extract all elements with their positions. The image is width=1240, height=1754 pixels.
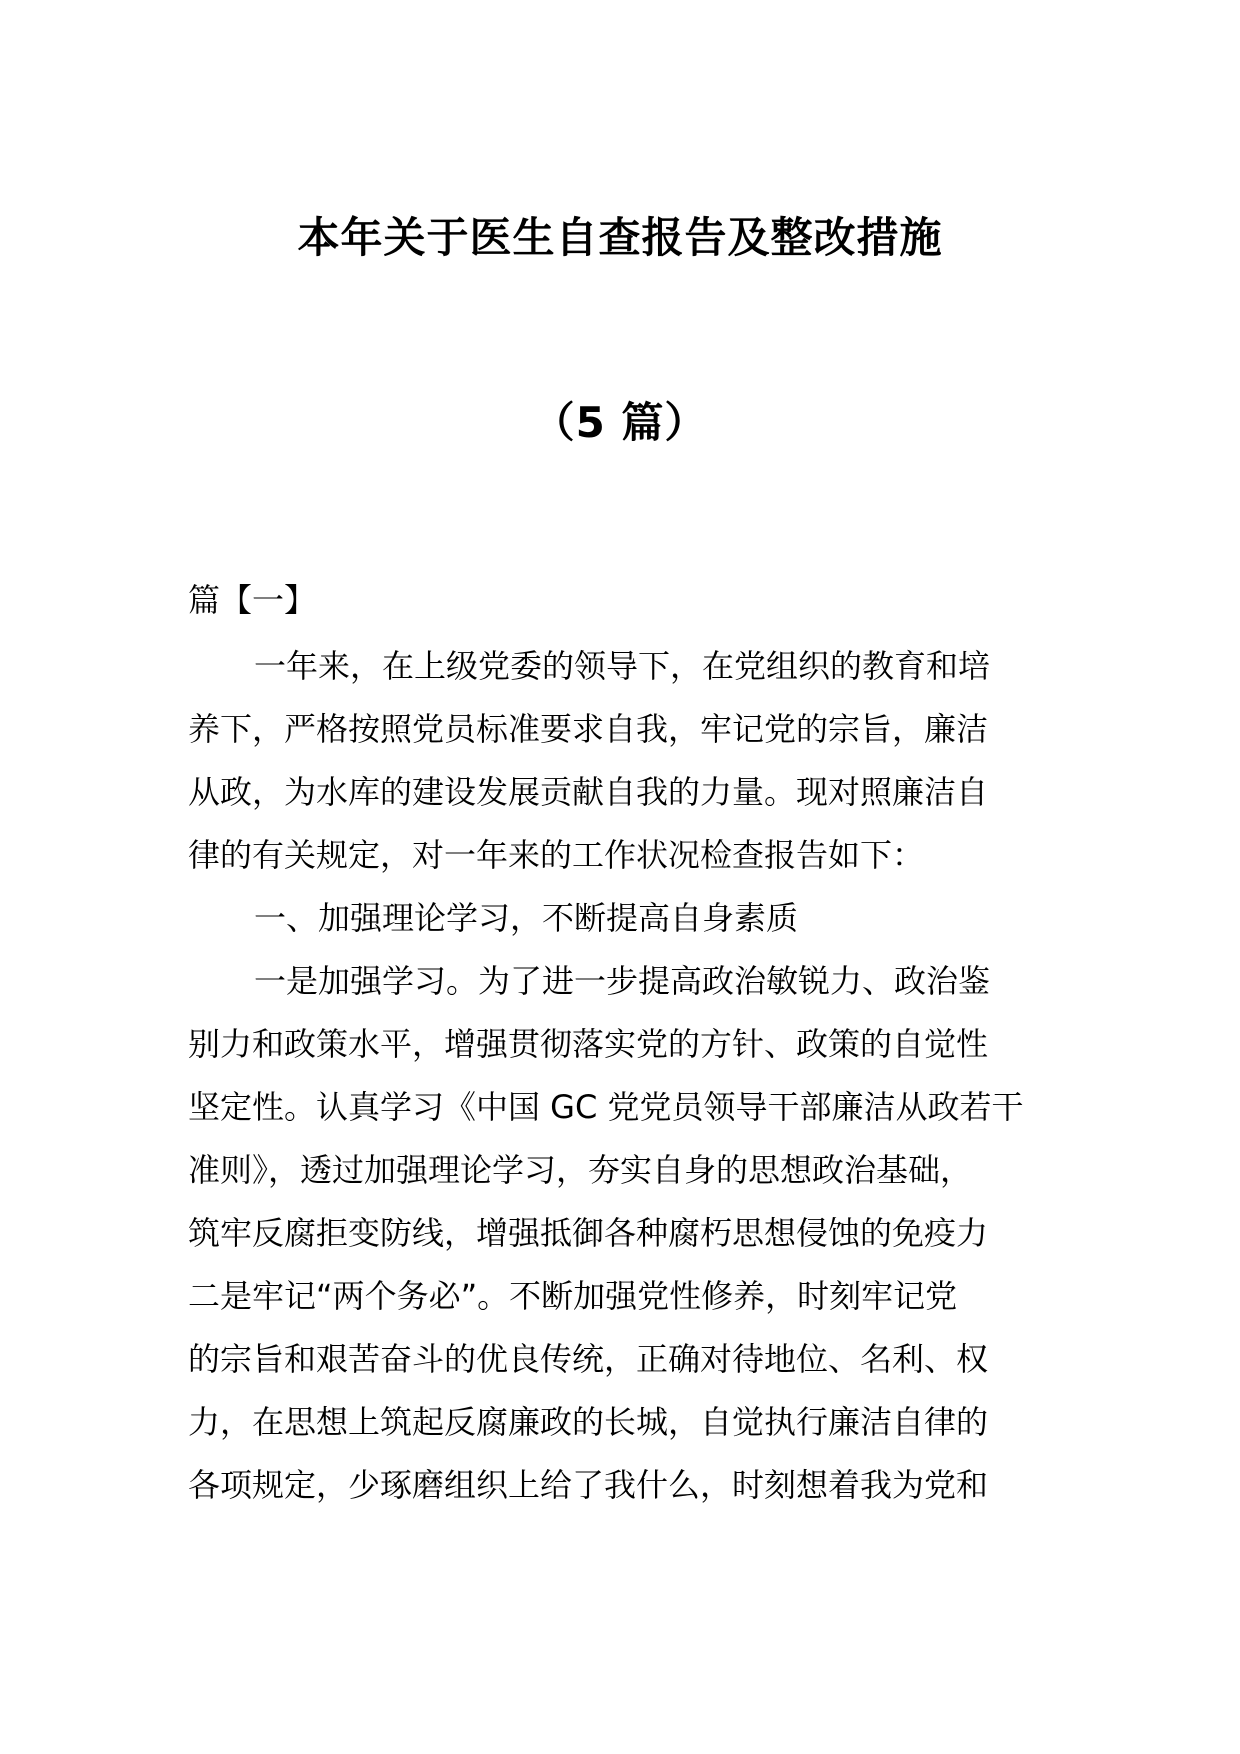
paragraph-line: 一、加强理论学习，不断提高自身素质	[254, 899, 799, 937]
paragraph-line: 养下，严格按照党员标准要求自我，牢记党的宗旨，廉洁	[188, 710, 989, 748]
paragraph-line: 别力和政策水平，增强贯彻落实党的方针、政策的自觉性	[188, 1025, 989, 1063]
section-heading: 篇【一】	[188, 581, 317, 619]
paragraph-line: 准则》，透过加强理论学习，夯实自身的思想政治基础，	[188, 1151, 973, 1189]
paragraph-line: 的宗旨和艰苦奋斗的优良传统，正确对待地位、名利、权	[188, 1340, 989, 1378]
paragraph-line: 二是牢记“两个务必”。不断加强党性修养，时刻牢记党	[188, 1277, 958, 1315]
paragraph-line: 一年来，在上级党委的领导下，在党组织的教育和培	[254, 647, 991, 685]
paragraph-line: 一是加强学习。为了进一步提高政治敏锐力、政治鉴	[254, 962, 991, 1000]
paragraph-line: 各项规定，少琢磨组织上给了我什么，时刻想着我为党和	[188, 1466, 989, 1504]
paragraph-line: 从政，为水库的建设发展贡献自我的力量。现对照廉洁自	[188, 773, 989, 811]
paragraph-line: 筑牢反腐拒变防线，增强抵御各种腐朽思想侵蚀的免疫力	[188, 1214, 989, 1252]
document-subtitle: （5 篇）	[532, 398, 708, 447]
document-title: 本年关于医生自查报告及整改措施	[297, 213, 943, 262]
paragraph-line: 力，在思想上筑起反腐廉政的长城，自觉执行廉洁自律的	[188, 1403, 989, 1441]
paragraph-line: 坚定性。认真学习《中国 GC 党党员领导干部廉洁从政若干	[188, 1088, 1024, 1126]
paragraph-line: 律的有关规定，对一年来的工作状况检查报告如下：	[188, 836, 925, 874]
